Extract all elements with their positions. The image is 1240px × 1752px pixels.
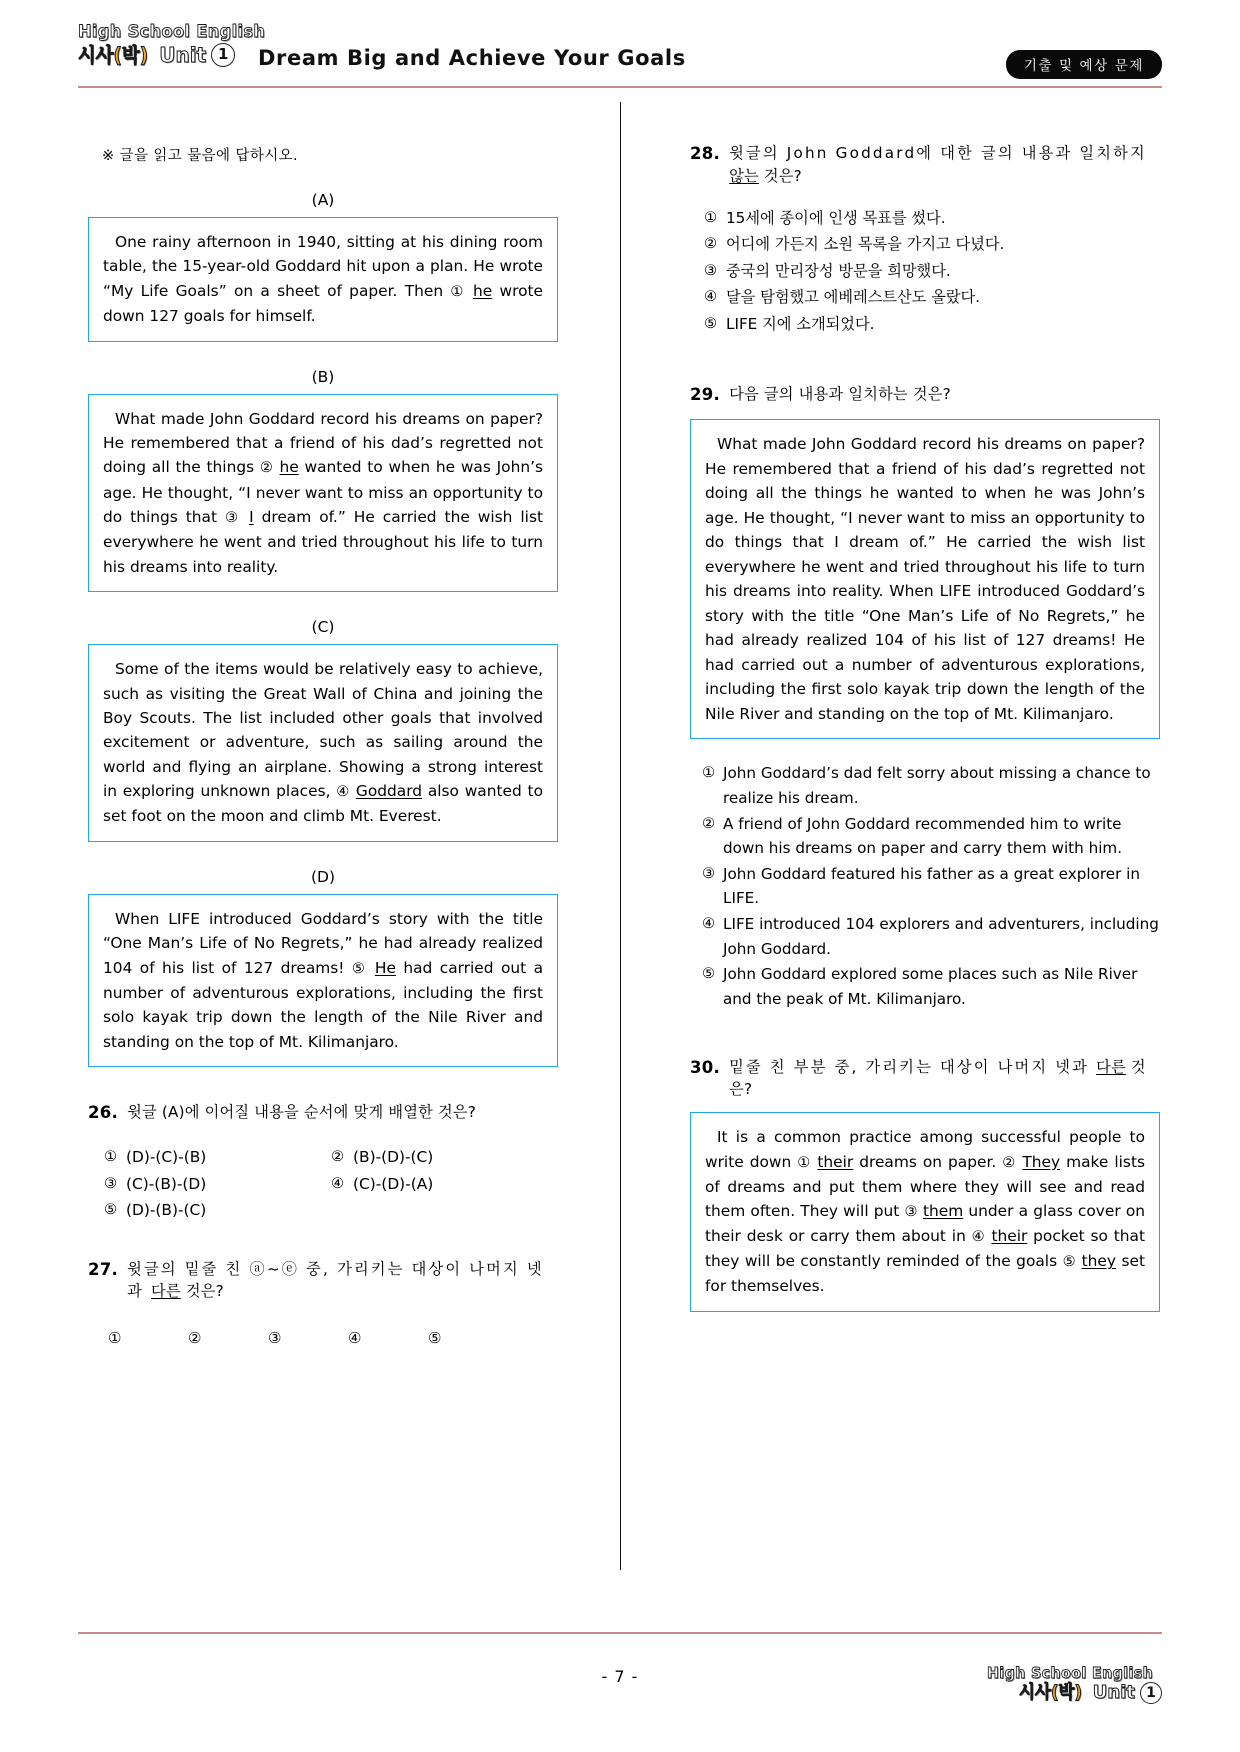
question-26: [88, 1101, 558, 1223]
page-number: - 7 -: [601, 1667, 639, 1686]
question-29-choice-3[interactable]: [702, 862, 1160, 911]
footer-brand-logo: [987, 1666, 1162, 1704]
choice-bullet-4: ④: [704, 288, 718, 306]
choice-label-1: 15세에 종이에 인생 목표를 썼다.: [726, 208, 946, 227]
q30-seg2: dreams on paper.: [853, 1152, 1003, 1171]
choice-label-3: 중국의 만리장성 방문을 희망했다.: [726, 261, 951, 280]
reading-instruction: ※ 글을 읽고 물음에 답하시오.: [102, 148, 299, 164]
choice-label-4: 달을 탐험했고 에베레스트산도 올랐다.: [726, 288, 981, 307]
q30-underlined-1: their: [817, 1152, 854, 1171]
passage-d-seg2: had carried out a number of adventurous explorations, including the first solo kayak trip down the length of the Nile River and standing on the top of Mt. Kilimanjaro.: [103, 958, 544, 1051]
q30-underlined-5: they: [1081, 1252, 1116, 1271]
brand-logo-korean: 시사(박): [78, 42, 149, 67]
choice-bullet-2: ②: [702, 814, 716, 832]
passage-a-text-pre: One rainy afternoon in 1940, sitting at his dining room table, the 15-year-old Goddard hit upon a plan. He wrote “My Life Goals” on a sheet of paper. Then: [103, 233, 543, 300]
passage-box-a: [88, 217, 558, 342]
question-27: [88, 1258, 558, 1348]
question-26-choice-row: [104, 1171, 558, 1197]
question-26-text: 윗글 (A)에 이어질 내용을 순서에 맞게 배열한 것은?: [127, 1103, 476, 1122]
question-30-text-part-b: 것은?: [729, 1057, 1146, 1099]
question-28-number: 28.: [690, 144, 721, 163]
question-29-choice-5[interactable]: [702, 962, 1160, 1011]
passage-c-seg1: Some of the items would be relatively easy to achieve, such as visiting the Great Wall of China and joining the Boy Scouts. The list included other goals that involved excitement or adventure, such as sailing around the world and flying an airplane. Showing a strong interest in exploring unknown places,: [103, 660, 543, 801]
choice-bullet-1: ①: [104, 1148, 118, 1166]
question-29: [690, 383, 1160, 1012]
footer-logo-line1: High School English: [987, 1664, 1154, 1683]
right-column: [690, 100, 1160, 1312]
q30-marker-3: ③: [904, 1204, 918, 1221]
question-26-choice-row: [104, 1197, 558, 1223]
q30-marker-2: ②: [1002, 1154, 1017, 1171]
question-29-text: 다음 글의 내용과 일치하는 것은?: [729, 384, 951, 403]
brand-logo-line2: [78, 43, 268, 67]
passage-c-underlined-1: Goddard: [355, 782, 423, 801]
question-26-choice-row: [104, 1144, 558, 1170]
passage-c-seg2: also wanted to set foot on the moon and climb Mt. Everest.: [103, 782, 543, 826]
question-30-emphasis: 다른: [1096, 1057, 1126, 1076]
question-27-choice-4[interactable]: ④: [348, 1329, 362, 1348]
q30-seg3: make lists of dreams and put them where they will see and read them often. They will put: [705, 1152, 1145, 1221]
question-30-passage-box: [690, 1112, 1160, 1312]
question-29-number: 29.: [690, 384, 721, 404]
question-28: [690, 142, 1160, 337]
choice-label-4: LIFE introduced 104 explorers and adventurers, including John Goddard.: [723, 915, 1159, 958]
question-26-choice-5[interactable]: [104, 1197, 331, 1223]
question-28-heading: [690, 142, 1160, 188]
q30-underlined-3: them: [922, 1202, 964, 1221]
question-27-text: [127, 1258, 558, 1304]
passage-label-a: (A): [311, 191, 335, 209]
brand-logo-line1: High School English: [78, 22, 266, 42]
q30-marker-5: ⑤: [1062, 1254, 1077, 1271]
question-27-choice-3[interactable]: ③: [268, 1329, 282, 1348]
choice-bullet-4: ④: [331, 1174, 345, 1192]
question-27-number: 27.: [88, 1259, 119, 1279]
choice-bullet-2: ②: [704, 235, 718, 253]
question-27-emphasis: 다른: [151, 1282, 181, 1301]
choice-label-2: A friend of John Goddard recommended him to write down his dreams on paper and carry them with him.: [723, 814, 1123, 858]
passage-label-c: (C): [311, 618, 335, 637]
footer-logo-unit-number: 1: [1140, 1682, 1162, 1704]
choice-bullet-5: ⑤: [704, 315, 718, 333]
choice-bullet-1: ①: [704, 208, 718, 226]
passage-d-underlined-1: He: [374, 958, 396, 977]
choice-label-5: (D)-(B)-(C): [126, 1201, 207, 1220]
choice-label-1: John Goddard’s dad felt sorry about missing a chance to realize his dream.: [723, 764, 1151, 807]
choice-bullet-2: ②: [331, 1148, 345, 1166]
choice-label-3: (C)-(B)-(D): [126, 1174, 207, 1193]
brand-logo-unit-number: 1: [211, 43, 235, 67]
question-27-text-part-a: 윗글의 밑줄 친 ⓐ~ⓔ 중, 가리키는 대상이 나머지 넷과: [127, 1259, 544, 1301]
choice-bullet-3: ③: [704, 261, 718, 279]
passage-box-b: [88, 394, 558, 593]
question-28-text: [729, 142, 1160, 188]
passage-a-marker: ①: [450, 283, 466, 300]
question-27-choice-2[interactable]: ②: [188, 1329, 202, 1348]
footer-logo-line2: [987, 1682, 1162, 1704]
passage-b-marker-2: ③: [224, 510, 242, 526]
question-26-number: 26.: [88, 1103, 119, 1123]
question-29-passage-text: What made John Goddard record his dreams on paper? He remembered that a friend of his dad’s regretted not doing all the things he wanted to when he was John’s age. He thought, “I never want to miss an opportunity to do things that I dream of.” He carried the wish list everywhere he went and tried throughout his life to turn his dreams into reality. When LIFE introduced Goddard’s story with the title “One Man’s Life of No Regrets,” he had already realized 104 of his list of 127 dreams! He had carried out a number of adventurous explorations, including the first solo kayak trip down the length of the Nile River and standing on the top of Mt. Kilimanjaro.: [705, 435, 1145, 723]
choice-label-3: John Goddard featured his father as a great explorer in LIFE.: [723, 864, 1141, 908]
passage-a-text-post: wrote down 127 goals for himself.: [103, 281, 543, 326]
q30-seg1: It is a common practice among successful people to write down: [705, 1128, 1145, 1171]
question-30-number: 30.: [690, 1057, 721, 1077]
passage-d-marker-1: ⑤: [351, 960, 368, 977]
question-30-passage-text: [705, 1125, 1145, 1299]
page-title: Dream Big and Achieve Your Goals: [258, 46, 686, 70]
status-badge: 기출 및 예상 문제: [1006, 50, 1162, 79]
brand-logo: [78, 24, 268, 67]
passage-b-seg1: What made John Goddard record his dreams on paper? He remembered that a friend of his dad’s regretted not doing all the things: [103, 409, 543, 477]
question-27-text-part-b: 것은?: [180, 1282, 224, 1301]
choice-label-5: John Goddard explored some places such as Nile River and the peak of Mt. Kilimanjaro.: [723, 965, 1138, 1008]
question-26-choice-2[interactable]: [331, 1144, 558, 1170]
header-divider: [78, 86, 1162, 88]
choice-bullet-5: ⑤: [104, 1201, 118, 1219]
choice-bullet-3: ③: [104, 1174, 118, 1192]
question-28-choice-3[interactable]: [704, 259, 1160, 284]
q30-underlined-4: their: [991, 1227, 1028, 1246]
question-26-choice-4[interactable]: [331, 1171, 558, 1197]
choice-label-2: (B)-(D)-(C): [353, 1148, 434, 1167]
choice-label-1: (D)-(C)-(B): [126, 1148, 207, 1167]
passage-b-underlined-2: I: [249, 508, 254, 526]
question-28-text-part-a: 윗글의 John Goddard에 대한 글의 내용과 일치하지: [729, 144, 1147, 162]
footer-logo-unit-label: Unit: [1092, 1682, 1135, 1703]
question-26-choice-1[interactable]: [104, 1144, 331, 1170]
footer-logo-korean: 시사(박): [1019, 1682, 1083, 1703]
question-26-choice-empty: [331, 1197, 558, 1223]
page-header: [0, 0, 1240, 88]
passage-box-c: [88, 644, 558, 842]
column-divider: [620, 102, 621, 1570]
choice-label-2: 어디에 가든지 소원 목록을 가지고 다녔다.: [726, 235, 1005, 254]
passage-a-underlined: he: [473, 281, 493, 300]
passage-c-marker-1: ④: [336, 784, 351, 801]
question-30-text: [729, 1056, 1160, 1102]
q30-marker-1: ①: [797, 1154, 812, 1171]
question-29-choice-4[interactable]: [702, 912, 1160, 961]
passage-b-seg2: wanted to when he was John’s age. He thought, “I never want to miss an opportunity to do things that: [103, 458, 543, 526]
passage-b-seg3: dream of.” He carried the wish list everywhere he went and tried throughout his life to turn his dreams into reality.: [103, 508, 544, 576]
passage-b-marker-1: ②: [259, 460, 274, 477]
passage-d-seg1: When LIFE introduced Goddard’s story with the title “One Man’s Life of No Regrets,” he had already realized 104 of his list of 127 dreams!: [103, 909, 543, 977]
question-29-choices: [702, 761, 1160, 1011]
question-27-choice-1[interactable]: ①: [108, 1329, 122, 1348]
question-28-choice-4[interactable]: [704, 285, 1160, 310]
footer-divider: [78, 1632, 1162, 1634]
question-30-heading: [690, 1056, 1160, 1102]
choice-bullet-3: ③: [702, 864, 716, 882]
choice-bullet-1: ①: [702, 764, 716, 782]
q30-seg4: under a glass cover on their desk or carry them about in: [705, 1202, 1146, 1246]
page-body: [78, 100, 1162, 1600]
question-27-choices: [108, 1329, 558, 1347]
choice-label-4: (C)-(D)-(A): [353, 1174, 434, 1193]
question-28-text-part-b: 것은?: [758, 166, 802, 185]
question-28-choices: [704, 206, 1160, 337]
passage-b-underlined-1: he: [279, 458, 299, 477]
question-28-emphasis: 않는: [729, 166, 759, 185]
question-28-choice-2[interactable]: [704, 232, 1160, 257]
question-29-choice-2[interactable]: [702, 812, 1160, 861]
question-30-text-part-a: 밑줄 친 부분 중, 가리키는 대상이 나머지 넷과: [729, 1057, 1097, 1076]
question-26-choice-3[interactable]: [104, 1171, 331, 1197]
question-30: [690, 1056, 1160, 1312]
choice-bullet-4: ④: [702, 915, 716, 933]
question-26-choices: [104, 1144, 558, 1223]
question-28-choice-1[interactable]: [704, 206, 1160, 231]
question-28-choice-5[interactable]: [704, 312, 1160, 337]
q30-underlined-2: They: [1022, 1152, 1061, 1171]
question-27-heading: [88, 1258, 558, 1304]
choice-bullet-5: ⑤: [702, 965, 716, 983]
question-29-passage-box: [690, 419, 1160, 739]
question-27-choice-5[interactable]: ⑤: [428, 1329, 442, 1348]
brand-logo-unit-label: Unit: [159, 42, 207, 67]
passage-label-b: (B): [311, 367, 335, 386]
q30-seg6: set for themselves.: [705, 1252, 1145, 1296]
passage-label-d: (D): [310, 867, 336, 886]
question-29-heading: [690, 383, 1160, 408]
passage-box-d: [88, 894, 558, 1067]
choice-label-5: LIFE 지에 소개되었다.: [726, 315, 875, 334]
question-26-heading: [88, 1101, 558, 1126]
question-29-choice-1[interactable]: [702, 761, 1160, 810]
left-column: [88, 100, 558, 1347]
q30-marker-4: ④: [971, 1229, 986, 1246]
q30-seg5: pocket so that they will be constantly reminded of the goals: [705, 1227, 1146, 1271]
